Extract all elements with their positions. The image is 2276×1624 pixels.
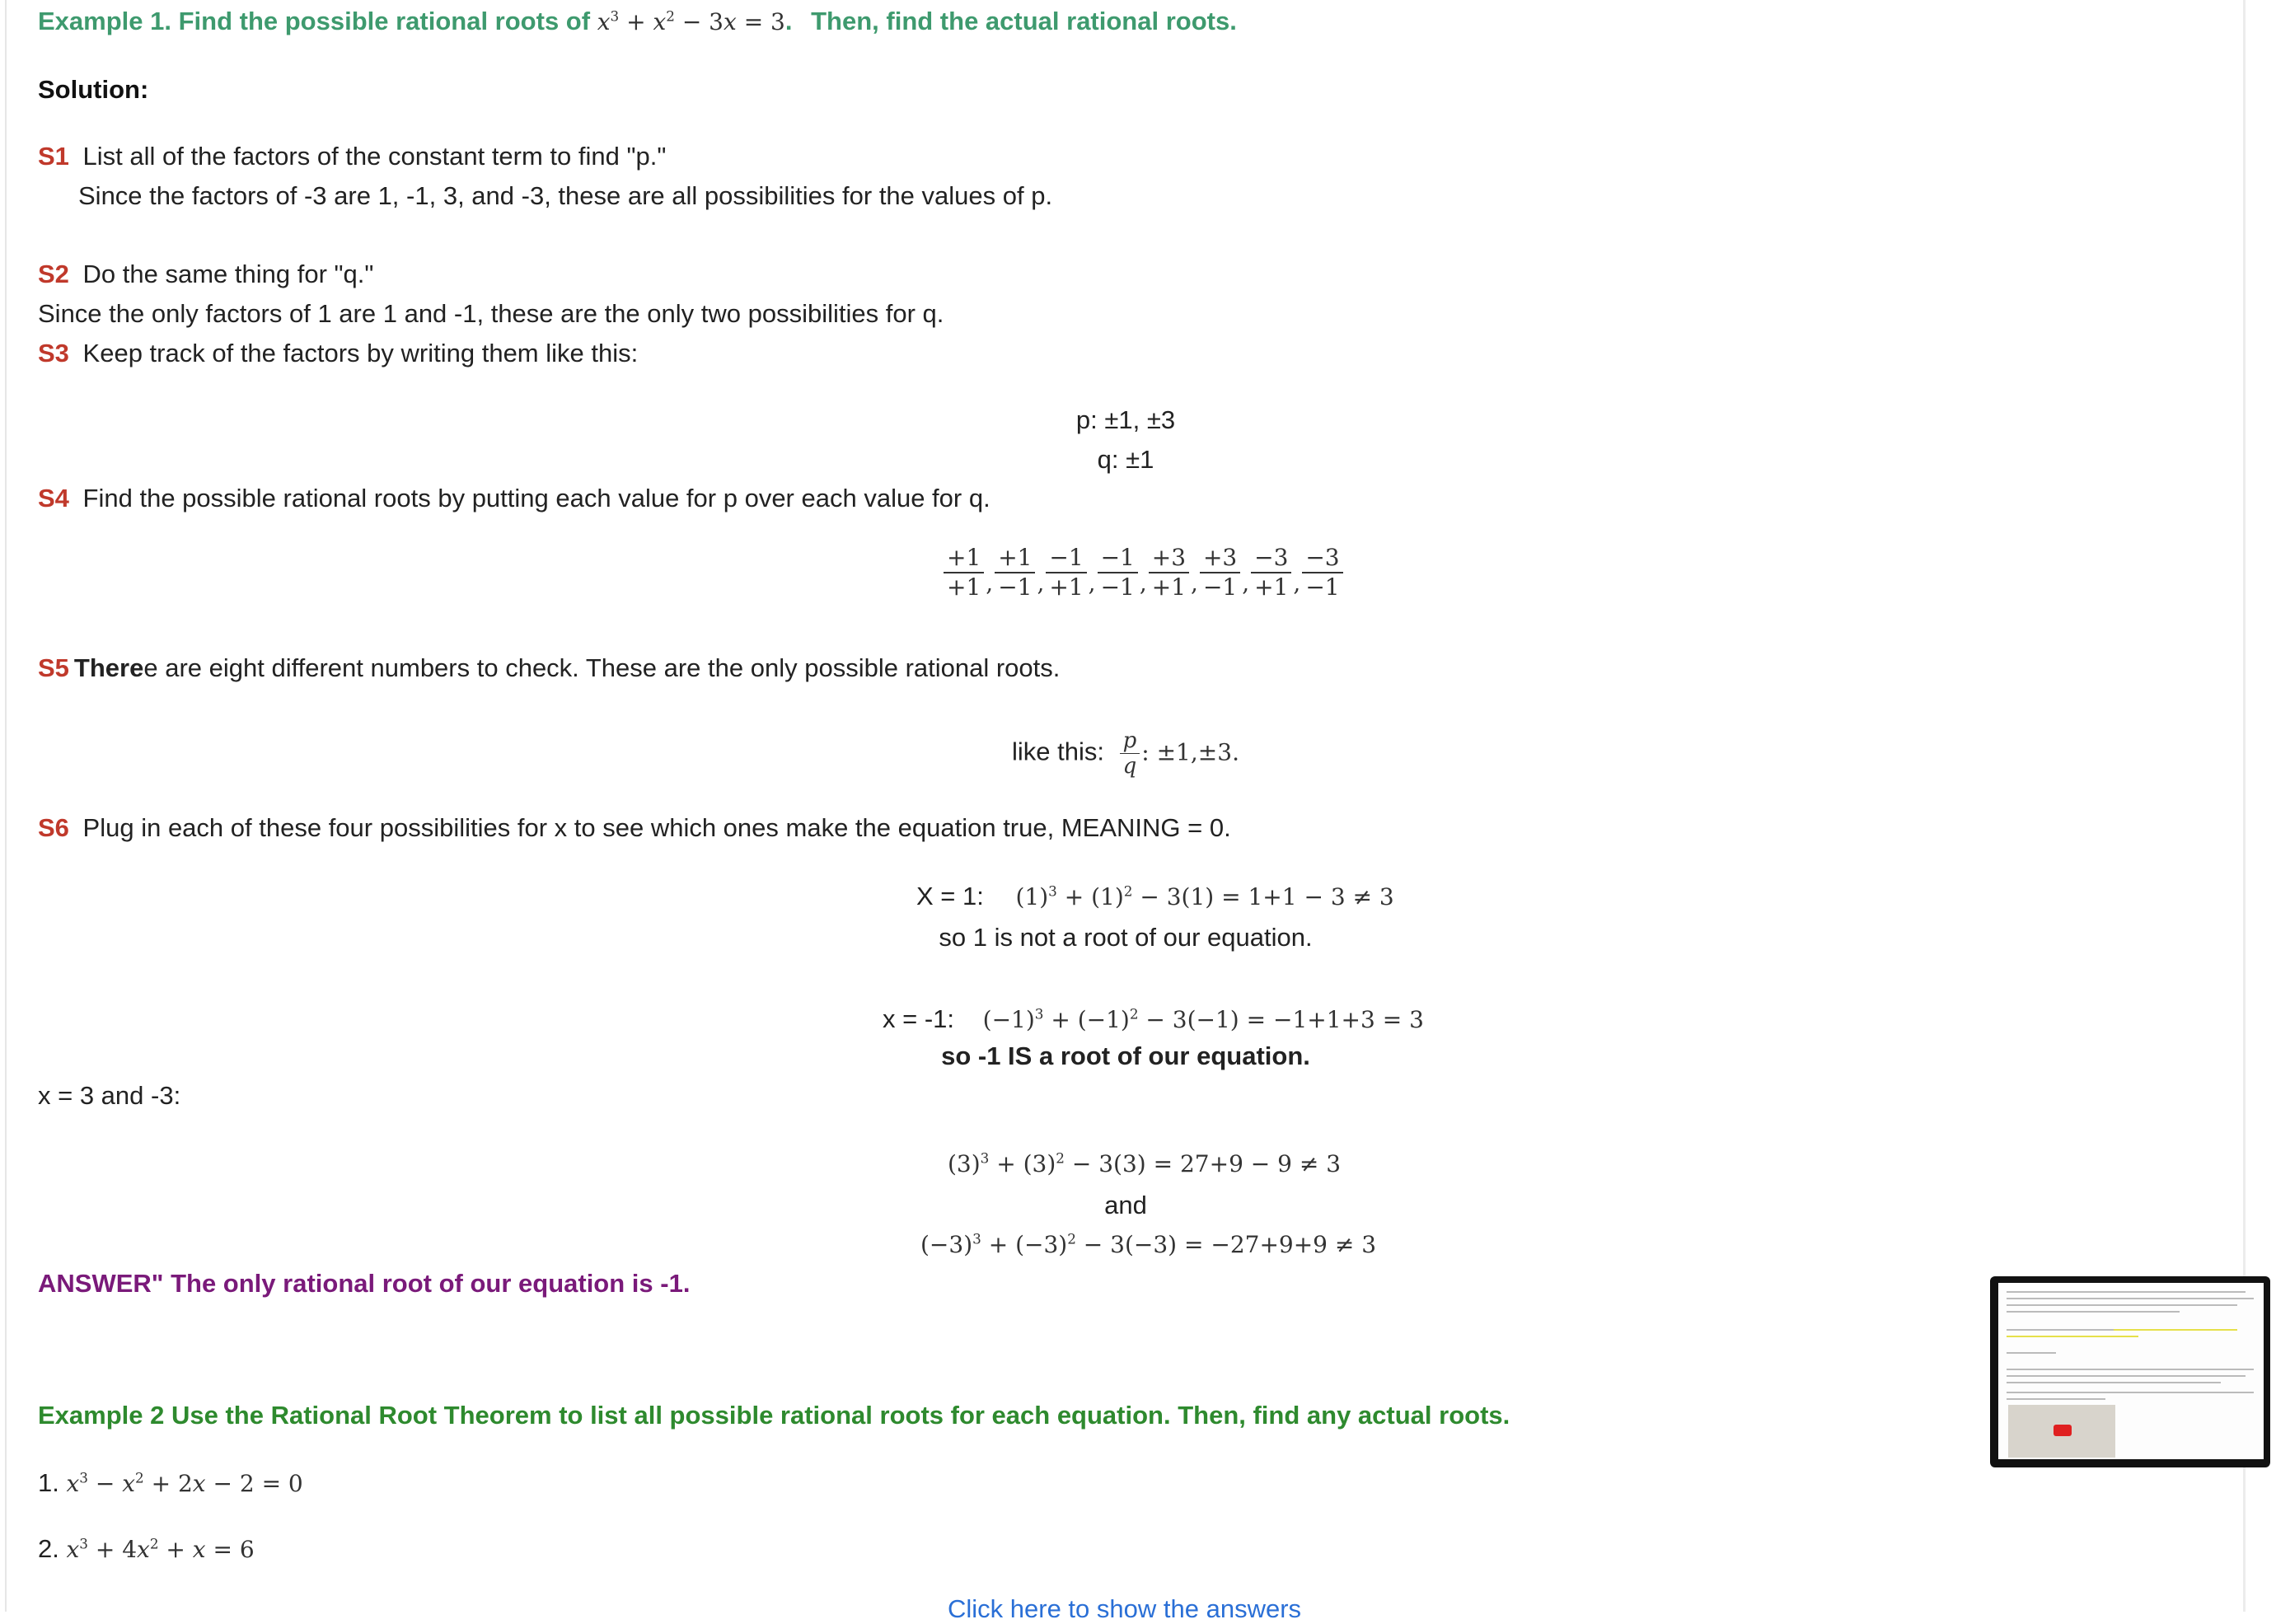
problem-2 <box>38 1533 255 1566</box>
x3-label: x = 3 and -3: <box>38 1081 181 1110</box>
s2-text: Do the same thing for "q." <box>82 260 374 288</box>
step-s5 <box>38 652 1060 685</box>
and-label: and <box>1104 1191 1147 1219</box>
fraction-numerator: −1 <box>1046 544 1086 573</box>
example1-heading: Example 1. Find the possible rational roots of $x^3 + x^2 - 3x = 3$. Then, find the actual rational roots. <box>38 7 1237 35</box>
solution-label: Solution: <box>38 75 149 104</box>
pq-values: : ±1,±3 <box>1141 738 1233 766</box>
fraction-7 <box>1251 544 1291 601</box>
s6-text: Plug in each of these four possibilities for x to see which ones make the equation true, MEANING = 0. <box>82 813 1231 842</box>
x1-expression: $(1)^3 + (1)^2 - 3(1) = 1+1 - 3 \ne 3$ <box>1015 882 1394 910</box>
fraction-denominator: −1 <box>1305 573 1340 601</box>
fraction-numerator: +1 <box>995 544 1035 573</box>
thumbnail-video-frame <box>2008 1405 2115 1458</box>
s6-label: S6 <box>38 813 69 842</box>
fraction-numerator: −1 <box>1098 544 1138 573</box>
s1-detail: Since the factors of -3 are 1, -1, 3, and -3, these are all possibilities for the values of p. <box>78 181 1053 210</box>
s2-label: S2 <box>38 260 69 288</box>
s4-label: S4 <box>38 484 69 512</box>
problem-2-expression: $x^3 + 4x^2 + x = 6$ <box>66 1535 255 1563</box>
p-factors: p: ±1, ±3 <box>1075 405 1176 434</box>
x1-result: so 1 is not a root of our equation. <box>939 923 1313 952</box>
s3-text: Keep track of the factors by writing them like this: <box>82 339 639 367</box>
fraction-denominator: +1 <box>1049 573 1084 601</box>
s5-label: S5 <box>38 653 69 682</box>
xm1-expression: $(-1)^3 + (-1)^2 - 3(-1) = -1+1+3 = 3$ <box>982 1005 1424 1033</box>
play-icon[interactable] <box>2054 1425 2072 1436</box>
fraction-2 <box>995 544 1035 601</box>
step-s4 <box>38 482 990 515</box>
s4-text: Find the possible rational roots by putting each value for p over each value for q. <box>82 484 990 512</box>
s3-label: S3 <box>38 339 69 367</box>
left-border <box>5 0 7 1612</box>
pq-den: q <box>1122 754 1137 779</box>
example2-heading: Example 2 Use the Rational Root Theorem to list all possible rational roots for each equation. Then, find any actual roots. <box>38 1401 1510 1430</box>
problem-1 <box>38 1467 303 1500</box>
fraction-4 <box>1098 544 1138 601</box>
video-thumbnail[interactable] <box>1990 1276 2270 1467</box>
example1-equation: $x^3 + x^2 - 3x = 3$ <box>597 7 785 35</box>
fraction-denominator: −1 <box>998 573 1033 601</box>
fraction-numerator: +3 <box>1149 544 1189 573</box>
fraction-numerator: +3 <box>1200 544 1240 573</box>
problem-1-number: 1. <box>38 1468 59 1497</box>
fraction-8 <box>1302 544 1342 601</box>
xm1-label: x = -1: <box>883 1004 955 1033</box>
x3-expression: $(3)^3 + (3)^2 - 3(3) = 27+9 - 9 \ne 3$ <box>948 1149 1342 1177</box>
check-x1 <box>916 880 1394 914</box>
fraction-5 <box>1149 544 1189 601</box>
like-this-line: like this: $\frac{p}{q}$ : ±1,±3. <box>1012 728 1239 779</box>
pq-num: p <box>1122 728 1137 753</box>
x1-label: X = 1: <box>916 882 984 910</box>
fraction-numerator: −3 <box>1251 544 1291 573</box>
example1-title-tail: Then, find the actual rational roots. <box>811 7 1237 35</box>
fraction-numerator: −3 <box>1302 544 1342 573</box>
p-over-q <box>1120 728 1140 779</box>
fraction-1 <box>944 544 984 601</box>
show-answers-link[interactable]: Click here to show the answers <box>948 1594 1302 1623</box>
s2-detail: Since the only factors of 1 are 1 and -1, these are the only two possibilities for q. <box>38 299 944 328</box>
step-s1 <box>38 140 666 173</box>
xm3-expression: $(-3)^3 + (-3)^2 - 3(-3) = -27+9+9 \ne 3$ <box>920 1230 1377 1258</box>
step-s2 <box>38 258 373 291</box>
problem-2-number: 2. <box>38 1534 59 1563</box>
fraction-3 <box>1046 544 1086 601</box>
step-s6 <box>38 812 1231 845</box>
problem-1-expression: $x^3 - x^2 + 2x - 2 = 0$ <box>66 1469 303 1497</box>
fraction-6 <box>1200 544 1240 601</box>
example1-title: Example 1. Find the possible rational roots of <box>38 7 591 35</box>
s1-text: List all of the factors of the constant term to find "p." <box>82 142 667 171</box>
fraction-denominator: +1 <box>1151 573 1187 601</box>
step-s3 <box>38 337 638 370</box>
fraction-denominator: +1 <box>947 573 981 601</box>
fraction-list: $\frac{+1}{+1}$ , $\frac{+1}{-1}$ , $\frac{-1}{+1}$ , $\frac{-1}{-1}$ , $\frac{+3}{+1}$ , $\frac{+3}{-1}$ , $\frac{-3}{+1}$ , $\frac{-3}{-1}$ <box>942 544 1345 601</box>
s5-bold: There <box>73 653 144 682</box>
like-this-label: like this: <box>1012 737 1104 766</box>
q-factors: q: ±1 <box>1097 445 1154 474</box>
fraction-denominator: −1 <box>1100 573 1135 601</box>
fraction-denominator: −1 <box>1202 573 1238 601</box>
thumbnail-preview <box>1998 1283 2264 1459</box>
xm1-result: so -1 IS a root of our equation. <box>941 1041 1310 1070</box>
answer-text: ANSWER" The only rational root of our equation is -1. <box>38 1269 691 1298</box>
s1-label: S1 <box>38 142 69 171</box>
check-xm1 <box>883 1003 1424 1037</box>
fraction-numerator: +1 <box>944 544 984 573</box>
s5-text: e are eight different numbers to check. These are the only possible rational roots. <box>143 653 1061 682</box>
fraction-denominator: +1 <box>1254 573 1289 601</box>
